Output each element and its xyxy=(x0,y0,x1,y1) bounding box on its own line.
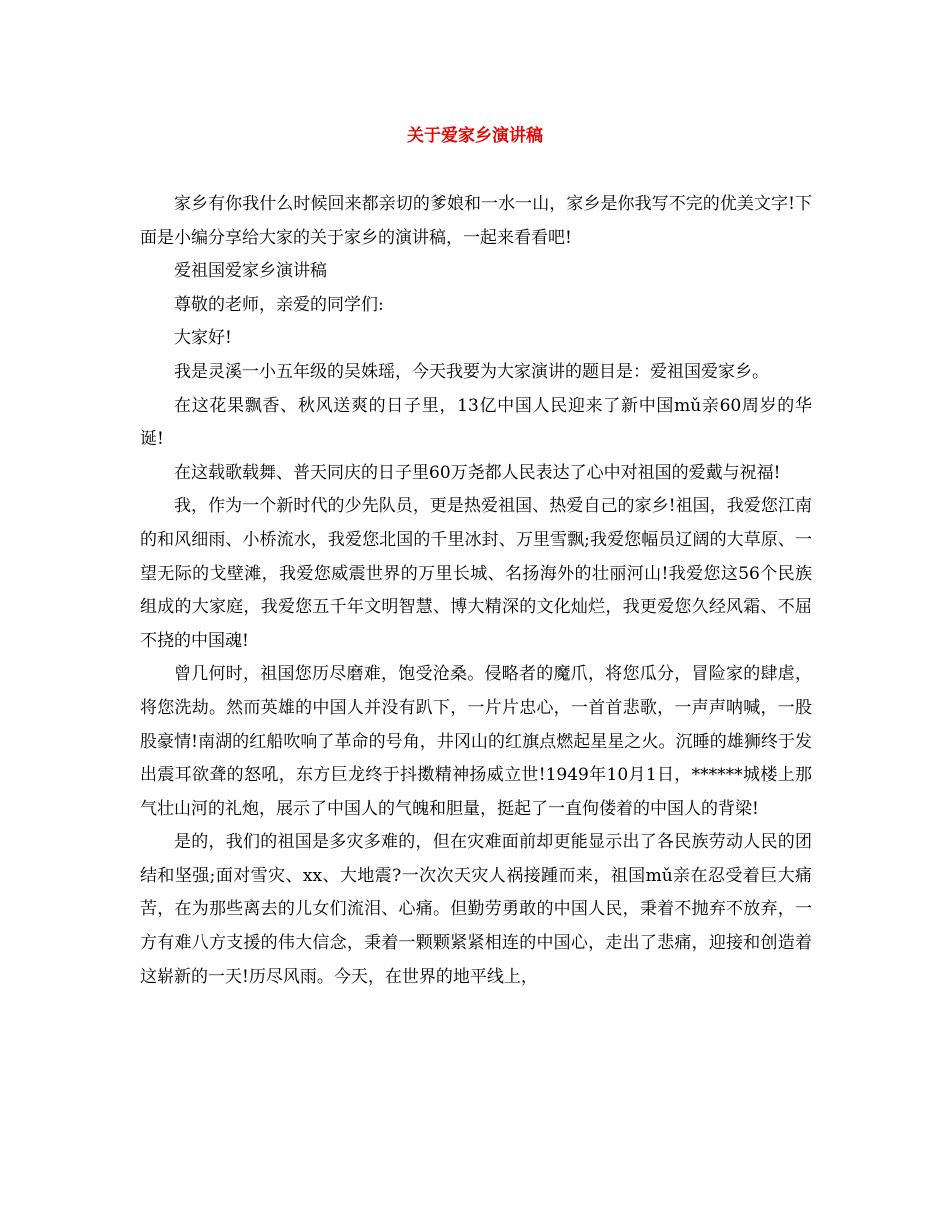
paragraph-anniversary: 在这花果飘香、秋风送爽的日子里，13亿中国人民迎来了新中国mǔ亲60周岁的华诞! xyxy=(140,395,812,450)
paragraph-self-introduction: 我是灵溪一小五年级的吴姝瑶，今天我要为大家演讲的题目是：爱祖国爱家乡。 xyxy=(174,361,769,382)
paragraph-history: 曾几何时，祖国您历尽磨难，饱受沧桑。侵略者的魔爪，将您瓜分，冒险家的肆虐，将您洗劫。然而英雄的中国人并没有趴下，一片片忠心，一首首悲歌，一声声呐喊，一股股豪情!南湖的红船吹响了革命的号角，井冈山的红旗点燃起星星之火。沉睡的雄狮终于发出震耳欲聋的怒吼，东方巨龙终于抖擞精神扬威立世!1949年10月1日，******城楼上那气壮山河的礼炮，展示了中国人的气魄和胆量，挺起了一直佝偻着的中国人的背梁! xyxy=(140,664,812,819)
paragraph-disasters: 是的，我们的祖国是多灾多难的，但在灾难面前却更能显示出了各民族劳动人民的团结和坚强;面对雪灾、xx、大地震?一次次天灾人祸接踵而来，祖国mǔ亲在忍受着巨大痛苦，在为那些离去的儿女们流泪、心痛。但勤劳勇敢的中国人民，秉着不抛弃不放弃，一方有难八方支援的伟大信念，秉着一颗颗紧紧相连的中国心，走出了悲痛，迎接和创造着这崭新的一天!历尽风雨。今天，在世界的地平线上， xyxy=(140,832,812,987)
paragraph-intro: 家乡有你我什么时候回来都亲切的爹娘和一水一山，家乡是你我写不完的优美文字!下面是小编分享给大家的关于家乡的演讲稿，一起来看看吧! xyxy=(140,194,812,248)
document-body xyxy=(140,188,812,994)
paragraph-subtitle: 爱祖国爱家乡演讲稿 xyxy=(174,261,327,282)
paragraph-love-country: 我，作为一个新时代的少先队员，更是热爱祖国、热爱自己的家乡!祖国，我爱您江南的和风细雨、小桥流水，我爱您北国的千里冰封、万里雪飘;我爱您幅员辽阔的大草原、一望无际的戈壁滩，我爱您威震世界的万里长城、名扬海外的壮丽河山!我爱您这56个民族组成的大家庭，我爱您五千年文明智慧、博大精深的文化灿烂，我更爱您久经风霜、不屈不挠的中国魂! xyxy=(140,496,812,651)
paragraph-celebration: 在这载歌载舞、普天同庆的日子里60万尧都人民表达了心中对祖国的爱戴与祝福! xyxy=(174,462,781,483)
document-title: 关于爱家乡演讲稿 xyxy=(407,126,543,146)
paragraph-salutation: 尊敬的老师，亲爱的同学们: xyxy=(174,294,384,315)
paragraph-greeting: 大家好! xyxy=(174,328,232,349)
